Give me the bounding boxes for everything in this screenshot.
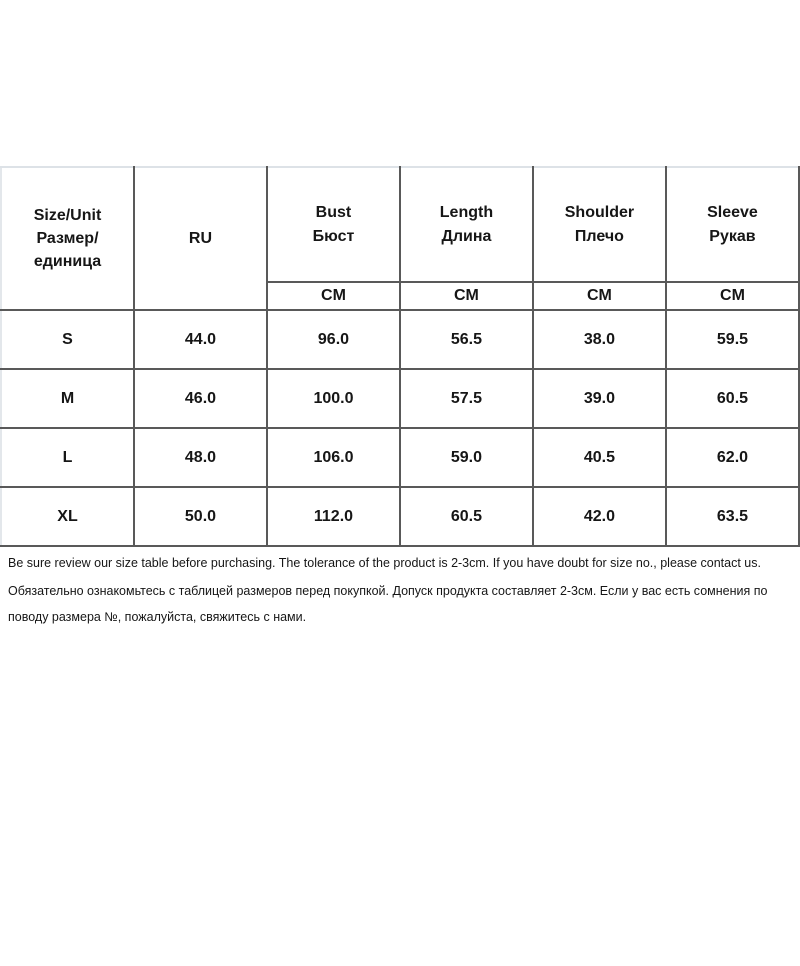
size-notes xyxy=(0,547,800,630)
header-label-ru: Размер/единица xyxy=(33,229,102,271)
note-ru: Обязательно ознакомьтесь с таблицей размеров перед покупкой. Допуск продукта составляет 2-3см. Если у вас есть сомнения по поводу размера №, пожалуйста, свяжитесь с нами. xyxy=(8,584,768,624)
value-cell-ru: 48.0 xyxy=(134,428,267,487)
value-cell-sleeve: 60.5 xyxy=(666,369,799,428)
unit-cell-bust: CM xyxy=(267,282,400,310)
value-cell-ru: 50.0 xyxy=(134,487,267,546)
value-cell-shoulder: 39.0 xyxy=(533,369,666,428)
header-label-en: RU xyxy=(188,229,213,247)
size-cell: XL xyxy=(1,487,134,546)
value-cell-length: 59.0 xyxy=(400,428,533,487)
unit-cell-shoulder: CM xyxy=(533,282,666,310)
value-cell-sleeve: 62.0 xyxy=(666,428,799,487)
header-label-ru: Рукав xyxy=(709,227,756,245)
column-header-shoulder xyxy=(533,167,666,282)
value-cell-length: 60.5 xyxy=(400,487,533,546)
header-label-en: Size/Unit xyxy=(33,206,102,224)
value-cell-shoulder: 40.5 xyxy=(533,428,666,487)
column-header-ru xyxy=(134,167,267,310)
value-cell-sleeve: 59.5 xyxy=(666,310,799,369)
column-header-size-unit xyxy=(1,167,134,310)
value-cell-ru: 46.0 xyxy=(134,369,267,428)
unit-cell-sleeve: CM xyxy=(666,282,799,310)
column-header-bust xyxy=(267,167,400,282)
value-cell-bust: 106.0 xyxy=(267,428,400,487)
header-label-ru: Плечо xyxy=(574,227,624,245)
size-cell: S xyxy=(1,310,134,369)
header-label-ru: Бюст xyxy=(312,227,355,245)
header-label-en: Sleeve xyxy=(707,204,758,222)
table-row-xl xyxy=(1,487,799,546)
value-cell-length: 57.5 xyxy=(400,369,533,428)
header-row xyxy=(1,167,799,282)
header-label-en: Bust xyxy=(315,204,352,222)
value-cell-bust: 112.0 xyxy=(267,487,400,546)
size-cell: M xyxy=(1,369,134,428)
unit-cell-length: CM xyxy=(400,282,533,310)
table-row-m xyxy=(1,369,799,428)
size-cell: L xyxy=(1,428,134,487)
size-table xyxy=(0,166,800,547)
header-label-en: Length xyxy=(439,204,494,222)
value-cell-bust: 100.0 xyxy=(267,369,400,428)
column-header-length xyxy=(400,167,533,282)
value-cell-sleeve: 63.5 xyxy=(666,487,799,546)
value-cell-ru: 44.0 xyxy=(134,310,267,369)
header-label-ru: Длина xyxy=(441,227,492,245)
table-row-l xyxy=(1,428,799,487)
note-en: Be sure review our size table before purchasing. The tolerance of the product is 2-3cm. If you have doubt for size no., please contact us. xyxy=(8,556,761,570)
value-cell-shoulder: 38.0 xyxy=(533,310,666,369)
value-cell-bust: 96.0 xyxy=(267,310,400,369)
table-row-s xyxy=(1,310,799,369)
value-cell-shoulder: 42.0 xyxy=(533,487,666,546)
value-cell-length: 56.5 xyxy=(400,310,533,369)
header-label-en: Shoulder xyxy=(564,204,635,222)
column-header-sleeve xyxy=(666,167,799,282)
